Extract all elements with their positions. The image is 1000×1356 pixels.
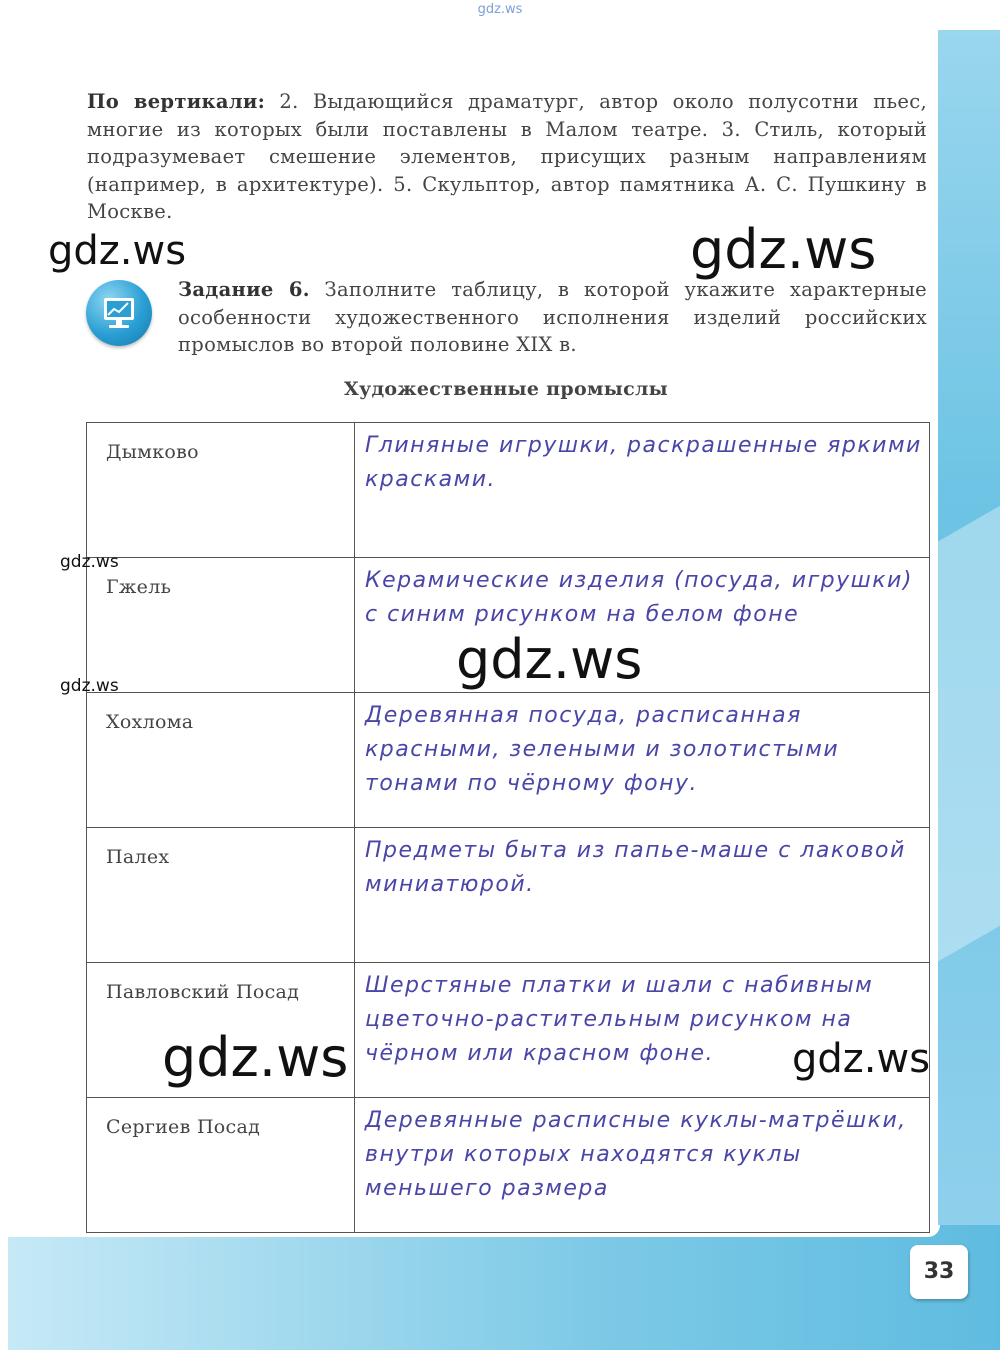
craft-name: Павловский Посад xyxy=(87,963,355,1098)
watermark: gdz.ws xyxy=(690,218,877,281)
table-row xyxy=(87,693,930,828)
craft-name: Хохлома xyxy=(87,693,355,828)
craft-name: Палех xyxy=(87,828,355,963)
watermark: gdz.ws xyxy=(48,228,187,274)
watermark: gdz.ws xyxy=(162,1026,349,1089)
task-text: Заполните таблицу, в которой укажите характерные особенности художественного исполнения изделий российских промыслов во второй половине XIX в. xyxy=(178,278,927,356)
crafts-table xyxy=(86,422,930,1233)
watermark: gdz.ws xyxy=(60,676,119,696)
task-label: Задание 6. xyxy=(178,278,310,301)
craft-answer: Глиняные игрушки, раскрашенные яркими красками. xyxy=(355,423,930,558)
craft-answer: Керамические изделия (посуда, игрушки) с синим рисунком на белом фоне xyxy=(355,558,930,693)
craft-name: Дымково xyxy=(87,423,355,558)
watermark: gdz.ws xyxy=(60,552,119,572)
table-row xyxy=(87,1098,930,1233)
watermark: gdz.ws xyxy=(456,628,643,691)
craft-answer: Предметы быта из папье-маше с лаковой миниатюрой. xyxy=(355,828,930,963)
intro-paragraph xyxy=(87,88,927,226)
bottom-decor-band xyxy=(8,1225,1000,1350)
page-number: 33 xyxy=(910,1245,968,1299)
side-decor-band xyxy=(938,30,1000,1230)
craft-name: Гжель xyxy=(87,558,355,693)
intro-label: По вертикали: xyxy=(87,90,266,113)
craft-answer: Деревянные расписные куклы-матрёшки, внутри которых находятся куклы меньшего размера xyxy=(355,1098,930,1233)
craft-name: Сергиев Посад xyxy=(87,1098,355,1233)
craft-answer: Деревянная посуда, расписанная красными, зелеными и золотистыми тонами по чёрному фону. xyxy=(355,693,930,828)
top-site-mark: gdz.ws xyxy=(477,2,523,17)
table-row xyxy=(87,828,930,963)
table-title: Художественные промыслы xyxy=(343,378,669,400)
monitor-icon xyxy=(86,280,152,346)
craft-answer: Шерстяные платки и шали с набивным цветочно-растительным рисунком на чёрном или красном фоне. xyxy=(355,963,930,1098)
watermark: gdz.ws xyxy=(792,1036,931,1082)
intro-text: 2. Выдающийся драматург, автор около полусотни пьес, многие из которых были поставлены в Малом театре. 3. Стиль, который подразумевает смешение элементов, присущих разным направлениям (например, в архитектуре). 5. Скульптор, автор памятника А. С. Пушкину в Москве. xyxy=(87,90,927,223)
task-paragraph xyxy=(178,276,927,359)
table-row xyxy=(87,423,930,558)
